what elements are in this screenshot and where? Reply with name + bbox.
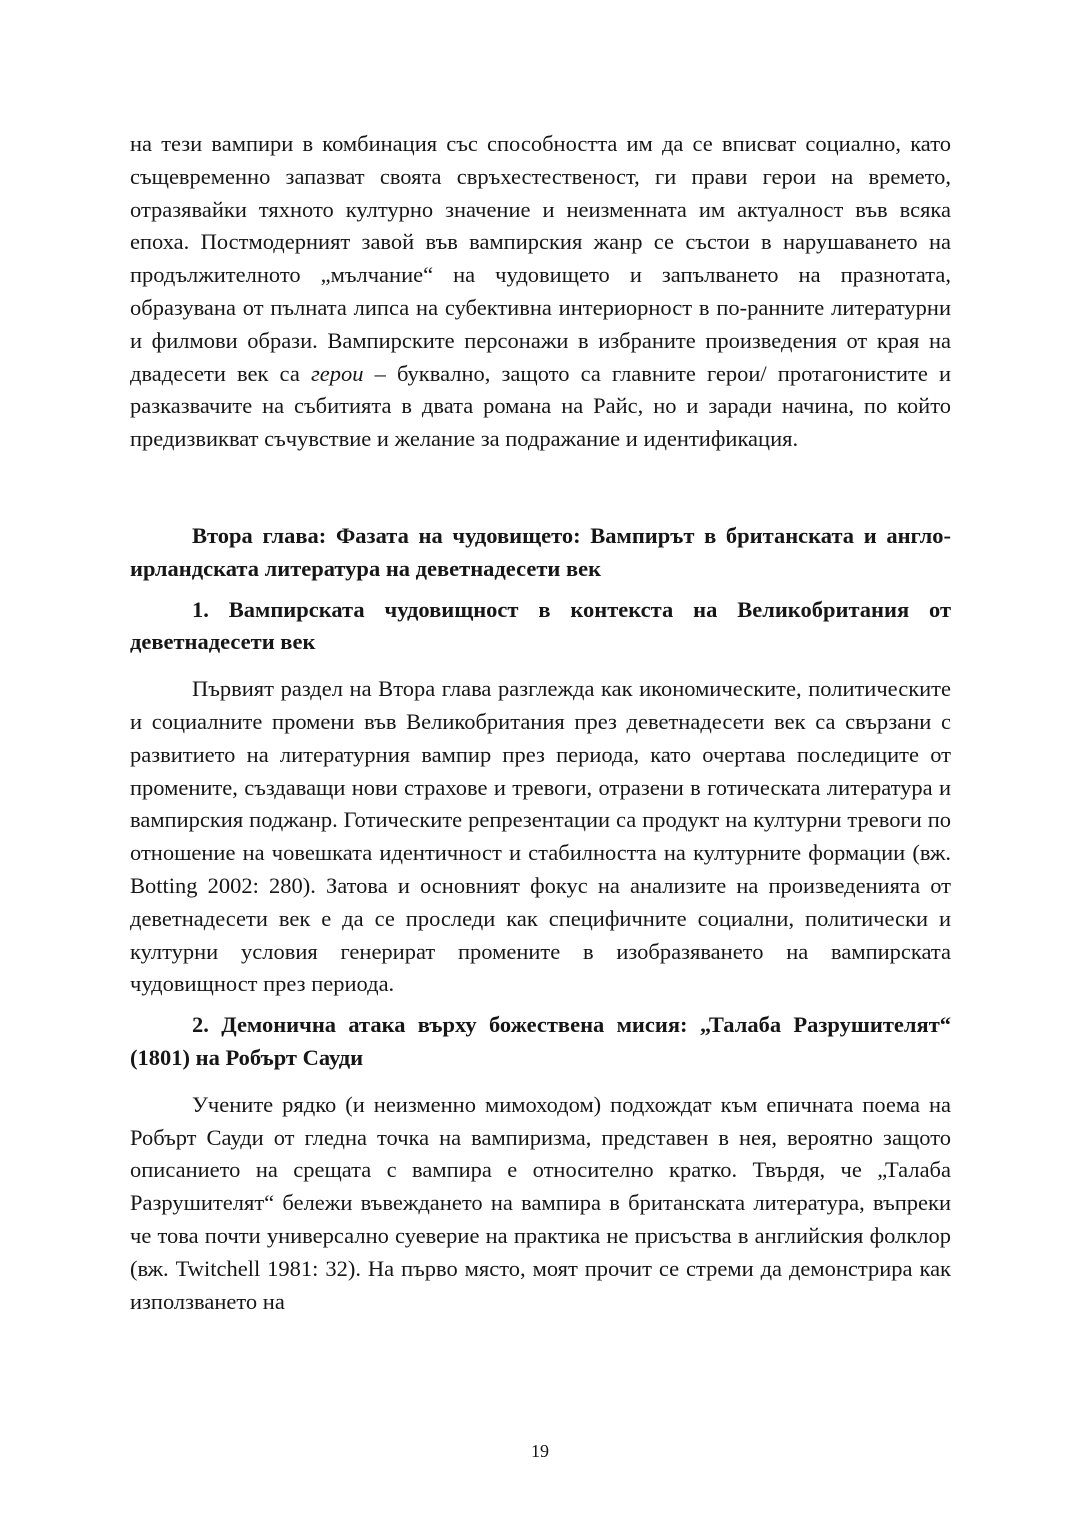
section2-paragraph: Учените рядко (и неизменно мимоходом) подхождат към епичната поема на Робърт Сауди от гледна точка на вампиризма, представен в нея, вероятно защото описанието на срещата с вампира е относително кратко. Твърдя, че „Талаба Разрушителят“ бележи въвеждането на вампира в британската литература, въпреки че това почти универсално суеверие на практика не присъства в английския фолклор (вж. Twitchell 1981: 32). На първо място, моят прочит се стреми да демонстрира как използването на [130,1091,951,1314]
document-page [130,128,951,1318]
section2-heading: 2. Демонична атака върху божествена мисия: „Талаба Разрушителят“ (1801) на Робърт Сауди [130,1012,951,1070]
intro-text-end: – буквално, защото са главните герои/ протагонистите и разказвачите на събитията в двата романа на Райс, но и заради начина, по който предизвикват съчувствие и желание за подражание и идентификация. [130,360,951,452]
section1-heading: 1. Вампирската чудовищност в контекста на Великобритания от деветнадесети век [130,596,951,655]
intro-paragraph [130,128,951,456]
section1-paragraph: Първият раздел на Втора глава разглежда как икономическите, политическите и социалните промени във Великобритания през деветнадесети век са свързани с развитието на литературния вампир през периода, като очертава последиците от промените, създаващи нови страхове и тревоги, отразени в готическата литература и вампирския поджанр. Готическите репрезентации са продукт на културни тревоги по отношение на човешката идентичност и стабилността на културните формации (вж. Botting 2002: 280). Затова и основният фокус на анализите на произведенията от деветнадесети век е да се проследи как специфичните социални, политически и културни условия генерират промените в изобразяването на вампирската чудовищност през периода. [130,676,951,997]
chapter-heading: Втора глава: Фазата на чудовището: Вампирът в британската и англо-ирландската литература на деветнадесети век [130,522,951,581]
intro-italic-term: герои [310,360,364,386]
intro-text-start: на тези вампири в комбинация със способността им да се вписват социално, като същевременно запазват своята свръхестественост, ги прави герои на времето, отразявайки тяхното културно значение и неизменната им актуалност във всяка епоха. Постмодерният завой във вампирския жанр се състои в нарушаването на продължителното „мълчание“ на чудовището и запълването на празнотата, образувана от пълната липса на субективна интериорност в по-ранните литературни и филмови образи. Вампирските персонажи в избраните произведения от края на двадесети век са [130,131,951,386]
page-number: 19 [531,1441,549,1461]
